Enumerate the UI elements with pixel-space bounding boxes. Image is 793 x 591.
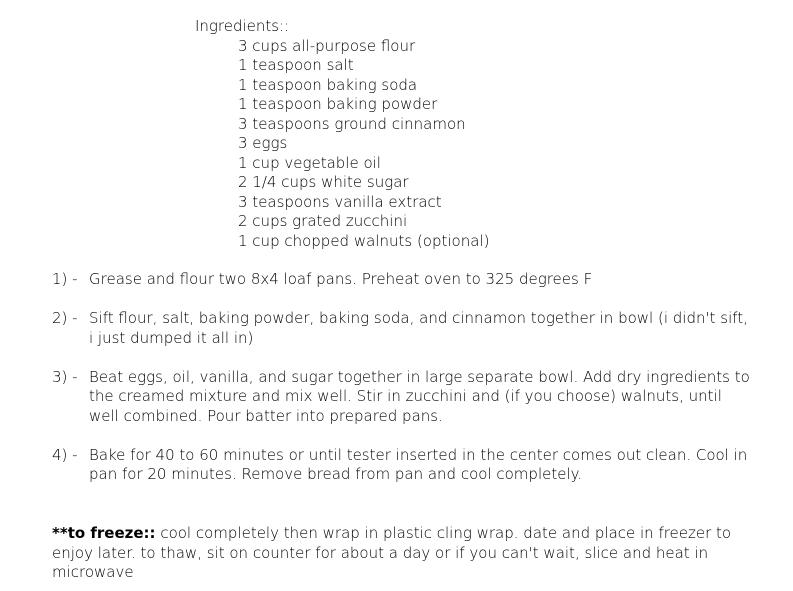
ingredient-item: 1 teaspoon salt [238, 56, 354, 74]
step-3 [52, 368, 752, 427]
ingredient-item: 2 1/4 cups white sugar [238, 173, 409, 191]
ingredient-item: 1 teaspoon baking soda [238, 75, 418, 94]
step-text: Sift flour, salt, baking powder, baking soda, and cinnamon together in bowl (i didn't sift, i just dumped it all in) [89, 309, 748, 347]
freeze-note-label: **to freeze:: [52, 524, 156, 542]
ingredient-item: 2 cups grated zucchini [238, 212, 408, 230]
ingredient-item: 3 teaspoons vanilla extract [238, 192, 442, 211]
ingredient-item: 3 teaspoons ground cinnamon [238, 114, 466, 133]
ingredients-title: Ingredients:: [195, 17, 290, 35]
step-text: Bake for 40 to 60 minutes or until tester inserted in the center comes out clean. Cool in pan for 20 minutes. Remove bread from pan and cool completely. [89, 445, 748, 483]
freeze-note [52, 524, 752, 583]
step-number: 1) - [52, 270, 78, 288]
ingredient-item: 3 eggs [238, 134, 288, 152]
ingredient-item: 1 cup vegetable oil [238, 153, 381, 172]
step-text: Grease and flour two 8x4 loaf pans. Preheat oven to 325 degrees F [89, 270, 593, 288]
step-number: 2) - [52, 309, 78, 327]
ingredient-item: 1 cup chopped walnuts (optional) [238, 231, 490, 250]
steps-section [52, 270, 752, 504]
step-2 [52, 309, 752, 348]
step-text: Beat eggs, oil, vanilla, and sugar together in large separate bowl. Add dry ingredients to the creamed mixture and mix well. Stir in zucchini and (if you choose) walnuts, until well combined. Pour batter into prepared pans. [89, 367, 750, 425]
step-number: 4) - [52, 445, 78, 464]
ingredient-item: 3 cups all-purpose flour [238, 36, 416, 55]
ingredients-section [195, 17, 755, 251]
ingredients-list [195, 37, 755, 252]
freeze-note-text: cool completely then wrap in plastic cling wrap. date and place in freezer to enjoy later. to thaw, sit on counter for about a day or if you can't wait, slice and heat in microwave [52, 524, 732, 581]
step-number: 3) - [52, 367, 78, 386]
step-4 [52, 446, 752, 485]
ingredient-item: 1 teaspoon baking powder [238, 95, 438, 113]
step-1 [52, 270, 752, 290]
